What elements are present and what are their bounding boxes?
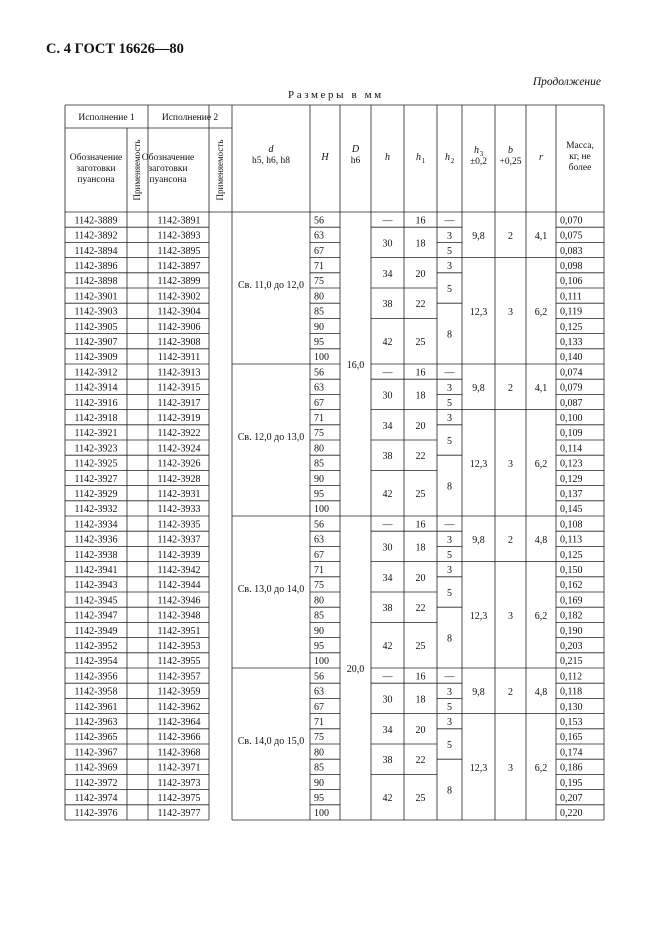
cell-designation-1: 1142-3905 [74,321,118,333]
cell-h1: 16 [415,671,426,683]
cell-mass: 0,150 [560,565,583,576]
cell-h2: 3 [447,230,452,242]
cell-h: — [382,215,393,227]
cell-designation-2: 1142-3915 [157,382,201,394]
cell-mass: 0,186 [560,762,583,774]
cell-mass: 0,079 [560,382,583,394]
cell-designation-1: 1142-3976 [74,808,118,820]
cell-designation-1: 1142-3965 [74,732,118,744]
header-designation-1: заготовки [76,164,116,174]
cell-h: 42 [382,641,393,653]
header-mass: кг, не [569,152,591,162]
header-h3-sub: 3 [479,150,484,158]
cell-designation-1: 1142-3912 [74,367,118,379]
cell-designation-1: 1142-3969 [74,762,118,774]
cell-designation-2: 1142-3946 [157,595,201,607]
cell-h: 30 [382,390,393,402]
cell-H: 75 [314,428,324,440]
cell-h2: — [444,215,455,227]
cell-h1: 20 [415,268,426,280]
header-designation-1: Обозначение [69,153,123,163]
header-r: r [539,152,543,163]
cell-designation-2: 1142-3933 [157,504,201,516]
cell-H: 95 [314,793,324,804]
cell-designation-2: 1142-3964 [157,717,201,728]
cell-designation-2: 1142-3939 [157,549,201,561]
cell-h: — [382,519,393,531]
cell-designation-2: 1142-3917 [157,397,201,409]
cell-mass: 0,074 [560,367,583,379]
cell-designation-2: 1142-3959 [157,686,201,698]
cell-designation-1: 1142-3921 [74,428,118,440]
cell-H: 67 [314,701,324,713]
cell-h1: 25 [415,489,426,501]
cell-designation-2: 1142-3913 [157,367,201,379]
cell-h2: 5 [447,284,452,295]
cell-H: 100 [314,808,329,820]
cell-designation-1: 1142-3936 [74,534,118,546]
cell-h2: 8 [447,329,452,341]
cell-H: 67 [314,549,324,561]
cell-designation-2: 1142-3962 [157,701,201,713]
cell-designation-2: 1142-3937 [157,534,201,546]
cell-h3: 12,3 [469,306,488,318]
cell-H: 95 [314,337,324,348]
header-designation-2: Обозначение [141,153,195,163]
cell-mass: 0,125 [560,549,583,561]
header-H: H [321,152,329,163]
header-h2-sub: 2 [450,157,455,165]
cell-H: 100 [314,352,329,364]
cell-designation-2: 1142-3931 [157,489,201,500]
cell-H: 80 [314,747,324,759]
cell-designation-2: 1142-3908 [157,337,201,348]
cell-h2: 3 [447,717,452,729]
cell-designation-2: 1142-3973 [157,777,201,789]
cell-h: 42 [382,793,393,805]
cell-mass: 0,129 [560,473,583,485]
cell-h1: 20 [415,420,426,432]
cell-designation-1: 1142-3956 [74,671,118,683]
cell-h1: 25 [415,793,426,805]
cell-mass: 0,220 [560,808,583,820]
cell-designation-1: 1142-3974 [74,793,118,804]
cell-H: 90 [314,473,324,485]
cell-mass: 0,098 [560,261,583,272]
cell-H: 67 [314,397,324,409]
cell-h2: — [444,519,455,531]
header-d: d [268,144,274,155]
cell-designation-1: 1142-3958 [74,686,118,698]
cell-b: 2 [508,230,513,242]
cell-h1: 18 [415,238,426,250]
cell-h2: 3 [447,261,452,273]
cell-h2: 3 [447,413,452,425]
cell-r: 6,2 [534,610,548,622]
cell-h2: 5 [447,588,452,599]
cell-H: 56 [314,215,324,227]
group-header-ispolnenie-1: Исполнение 1 [78,113,135,123]
cell-h1: 18 [415,390,426,402]
cell-h3: 9,8 [472,382,485,394]
cell-b: 2 [508,382,513,394]
cell-H: 71 [314,261,324,272]
cell-designation-2: 1142-3922 [157,428,201,440]
cell-designation-2: 1142-3942 [157,565,201,576]
cell-mass: 0,190 [560,625,583,637]
cell-designation-2: 1142-3944 [157,580,201,592]
cell-H: 85 [314,306,324,318]
cell-h: 30 [382,694,393,706]
cell-h1: 25 [415,641,426,653]
header-designation-1: пуансона [77,175,115,185]
cell-r: 6,2 [534,306,548,318]
cell-mass: 0,125 [560,321,583,333]
cell-designation-1: 1142-3954 [74,656,118,668]
cell-H: 63 [314,230,324,242]
header-applicability-2: Применяемость [215,139,225,201]
cell-designation-1: 1142-3896 [74,261,118,272]
cell-h: 38 [382,451,393,463]
cell-D: 20,0 [346,664,365,675]
cell-mass: 0,137 [560,489,583,500]
cell-designation-2: 1142-3919 [157,413,201,424]
cell-mass: 0,100 [560,413,583,424]
cell-h1: 16 [415,367,426,379]
cell-h3: 12,3 [469,610,488,622]
cell-designation-1: 1142-3914 [74,382,118,394]
cell-designation-1: 1142-3889 [74,215,118,227]
cell-h2: 5 [447,550,452,561]
header-designation-2: пуансона [149,175,187,185]
cell-h: 34 [382,420,393,432]
cell-H: 71 [314,565,324,576]
cell-designation-2: 1142-3971 [157,762,201,774]
cell-H: 71 [314,413,324,424]
cell-designation-1: 1142-3961 [74,701,118,713]
cell-h3: 12,3 [469,762,488,774]
cell-h3: 9,8 [472,230,485,242]
cell-h2: 5 [447,740,452,751]
cell-h: 34 [382,268,393,280]
cell-b: 3 [508,458,513,470]
cell-designation-2: 1142-3966 [157,732,201,744]
cell-mass: 0,106 [560,276,583,288]
cell-mass: 0,111 [560,291,582,303]
cell-H: 80 [314,595,324,607]
header-mass: более [568,163,592,173]
cell-H: 80 [314,291,324,303]
cell-h3: 12,3 [469,458,488,470]
cell-mass: 0,118 [560,686,583,698]
cell-designation-1: 1142-3932 [74,504,118,516]
cell-designation-2: 1142-3968 [157,747,201,759]
cell-designation-1: 1142-3894 [74,245,118,257]
header-d-tolerance: h5, h6, h8 [252,156,290,166]
cell-mass: 0,119 [560,306,583,318]
cell-designation-1: 1142-3916 [74,397,118,409]
cell-b: 2 [508,534,513,546]
cell-designation-2: 1142-3975 [157,793,201,804]
cell-designation-1: 1142-3923 [74,443,118,455]
cell-b: 3 [508,306,513,318]
cell-h: 34 [382,572,393,584]
cell-r: 4,8 [534,534,548,546]
cell-H: 85 [314,762,324,774]
cell-h2: 3 [447,534,452,546]
cell-H: 85 [314,458,324,470]
cell-mass: 0,130 [560,701,583,713]
cell-mass: 0,165 [560,732,583,744]
cell-h2: 3 [447,565,452,577]
cell-designation-2: 1142-3935 [157,519,201,531]
cell-mass: 0,140 [560,352,583,364]
cell-b: 2 [508,686,513,698]
cell-H: 63 [314,534,324,546]
cell-H: 95 [314,489,324,500]
cell-designation-2: 1142-3955 [157,656,201,668]
cell-D: 16,0 [346,360,365,371]
cell-mass: 0,203 [560,641,583,652]
cell-H: 63 [314,382,324,394]
cell-r: 6,2 [534,762,548,774]
cell-h: 42 [382,489,393,501]
cell-designation-1: 1142-3903 [74,306,118,318]
cell-mass: 0,215 [560,656,583,668]
cell-designation-1: 1142-3934 [74,519,118,531]
cell-designation-1: 1142-3929 [74,489,118,500]
group-header-ispolnenie-2: Исполнение 2 [161,113,219,123]
cell-mass: 0,182 [560,610,583,622]
cell-designation-1: 1142-3925 [74,458,118,470]
cell-d-range: Св. 11,0 до 12,0 [237,280,305,291]
cell-designation-2: 1142-3902 [157,291,201,303]
cell-designation-1: 1142-3938 [74,549,118,561]
cell-h1: 20 [415,724,426,736]
cell-h1: 18 [415,694,426,706]
cell-designation-1: 1142-3945 [74,595,118,607]
cell-H: 90 [314,321,324,333]
continued-label: Продолжение [532,76,601,88]
cell-h3: 9,8 [472,686,485,698]
cell-designation-2: 1142-3911 [157,352,201,364]
cell-h2: — [444,367,455,379]
cell-h: 42 [382,337,393,349]
cell-h: — [382,671,393,683]
header-b: b [508,145,513,156]
cell-H: 67 [314,245,324,257]
cell-mass: 0,207 [560,793,583,804]
cell-mass: 0,162 [560,580,583,592]
cell-designation-2: 1142-3953 [157,641,201,652]
cell-h2: 5 [447,246,452,257]
cell-designation-1: 1142-3963 [74,717,118,728]
cell-H: 71 [314,717,324,728]
cell-designation-2: 1142-3893 [157,230,201,242]
cell-h2: 5 [447,702,452,713]
cell-mass: 0,075 [560,230,583,242]
cell-H: 80 [314,443,324,455]
cell-designation-2: 1142-3924 [157,443,201,455]
cell-designation-1: 1142-3943 [74,580,118,592]
cell-h1: 22 [415,755,426,767]
cell-designation-2: 1142-3899 [157,276,201,288]
cell-designation-1: 1142-3901 [74,291,118,303]
cell-r: 4,1 [534,382,548,394]
cell-h: — [382,367,393,379]
header-h3-tolerance: ±0,2 [469,157,488,167]
cell-designation-1: 1142-3947 [74,610,118,622]
cell-designation-2: 1142-3904 [157,306,201,318]
cell-mass: 0,195 [560,777,583,789]
cell-h2: 5 [447,436,452,447]
cell-H: 75 [314,732,324,744]
cell-mass: 0,070 [560,215,583,227]
cell-h: 34 [382,724,393,736]
cell-mass: 0,087 [560,397,583,409]
cell-H: 90 [314,625,324,637]
cell-mass: 0,145 [560,504,583,516]
cell-designation-2: 1142-3928 [157,473,201,485]
header-b-tolerance: +0,25 [499,157,522,167]
cell-h2: 8 [447,481,452,493]
header-h3: h [474,145,479,156]
cell-mass: 0,112 [560,671,583,683]
cell-designation-1: 1142-3972 [74,777,118,789]
cell-h2: 5 [447,398,452,409]
header-mass: Масса, [566,141,594,151]
header-h2: h [445,152,450,163]
cell-h1: 20 [415,572,426,584]
cell-h2: 8 [447,785,452,797]
header-designation-2: заготовки [148,164,188,174]
cell-designation-2: 1142-3895 [157,245,201,257]
cell-designation-2: 1142-3906 [157,321,201,333]
cell-mass: 0,109 [560,428,583,440]
cell-b: 3 [508,762,513,774]
cell-h2: 3 [447,686,452,698]
cell-designation-1: 1142-3952 [74,641,118,652]
cell-mass: 0,123 [560,458,583,470]
cell-designation-1: 1142-3918 [74,413,118,424]
cell-H: 85 [314,610,324,622]
cell-H: 90 [314,777,324,789]
cell-H: 56 [314,367,324,379]
cell-designation-1: 1142-3927 [74,473,118,485]
cell-d-range: Св. 13,0 до 14,0 [237,584,305,595]
cell-b: 3 [508,610,513,622]
cell-d-range: Св. 12,0 до 13,0 [237,432,305,443]
cell-designation-2: 1142-3948 [157,610,201,622]
cell-h1: 22 [415,299,426,311]
cell-h1: 22 [415,603,426,615]
cell-d-range: Св. 14,0 до 15,0 [237,736,305,747]
cell-h2: 3 [447,382,452,394]
header-applicability-1: Применяемость [132,139,142,201]
cell-H: 100 [314,656,329,668]
cell-designation-2: 1142-3951 [157,625,201,637]
cell-H: 56 [314,671,324,683]
cell-designation-1: 1142-3949 [74,625,118,637]
cell-designation-1: 1142-3892 [74,230,118,242]
cell-h1: 22 [415,451,426,463]
cell-r: 4,1 [534,230,548,242]
header-h1-sub: 1 [421,157,426,165]
cell-h1: 25 [415,337,426,349]
cell-designation-2: 1142-3957 [157,671,201,683]
cell-H: 95 [314,641,324,652]
header-D-tolerance: h6 [350,156,361,166]
cell-designation-2: 1142-3926 [157,458,201,470]
cell-h: 38 [382,299,393,311]
cell-mass: 0,133 [560,337,583,348]
cell-h: 30 [382,238,393,250]
cell-h1: 16 [415,215,426,227]
cell-H: 56 [314,519,324,531]
cell-designation-1: 1142-3941 [74,565,118,576]
cell-mass: 0,114 [560,443,583,455]
cell-h: 38 [382,755,393,767]
cell-h1: 16 [415,519,426,531]
cell-mass: 0,174 [560,747,583,759]
cell-designation-2: 1142-3897 [157,261,201,272]
cell-r: 6,2 [534,458,548,470]
cell-r: 4,8 [534,686,548,698]
cell-designation-1: 1142-3907 [74,337,118,348]
cell-mass: 0,083 [560,245,583,257]
page-header-title: С. 4 ГОСТ 16626—80 [46,41,184,57]
cell-mass: 0,108 [560,519,583,531]
cell-h2: — [444,671,455,683]
units-label: Размеры в мм [288,89,384,101]
cell-mass: 0,113 [560,534,583,546]
cell-designation-2: 1142-3977 [157,808,201,820]
cell-H: 75 [314,580,324,592]
cell-mass: 0,169 [560,595,583,607]
cell-h2: 8 [447,633,452,645]
cell-h1: 18 [415,542,426,554]
header-h1: h [416,152,421,163]
cell-h3: 9,8 [472,534,485,546]
cell-designation-2: 1142-3891 [157,215,201,227]
header-h: h [385,152,390,163]
cell-mass: 0,153 [560,717,583,728]
cell-h: 38 [382,603,393,615]
cell-H: 75 [314,276,324,288]
cell-designation-1: 1142-3967 [74,747,118,759]
cell-H: 100 [314,504,329,516]
cell-h: 30 [382,542,393,554]
cell-designation-1: 1142-3898 [74,276,118,288]
cell-H: 63 [314,686,324,698]
header-D: D [351,144,360,155]
cell-designation-1: 1142-3909 [74,352,118,364]
